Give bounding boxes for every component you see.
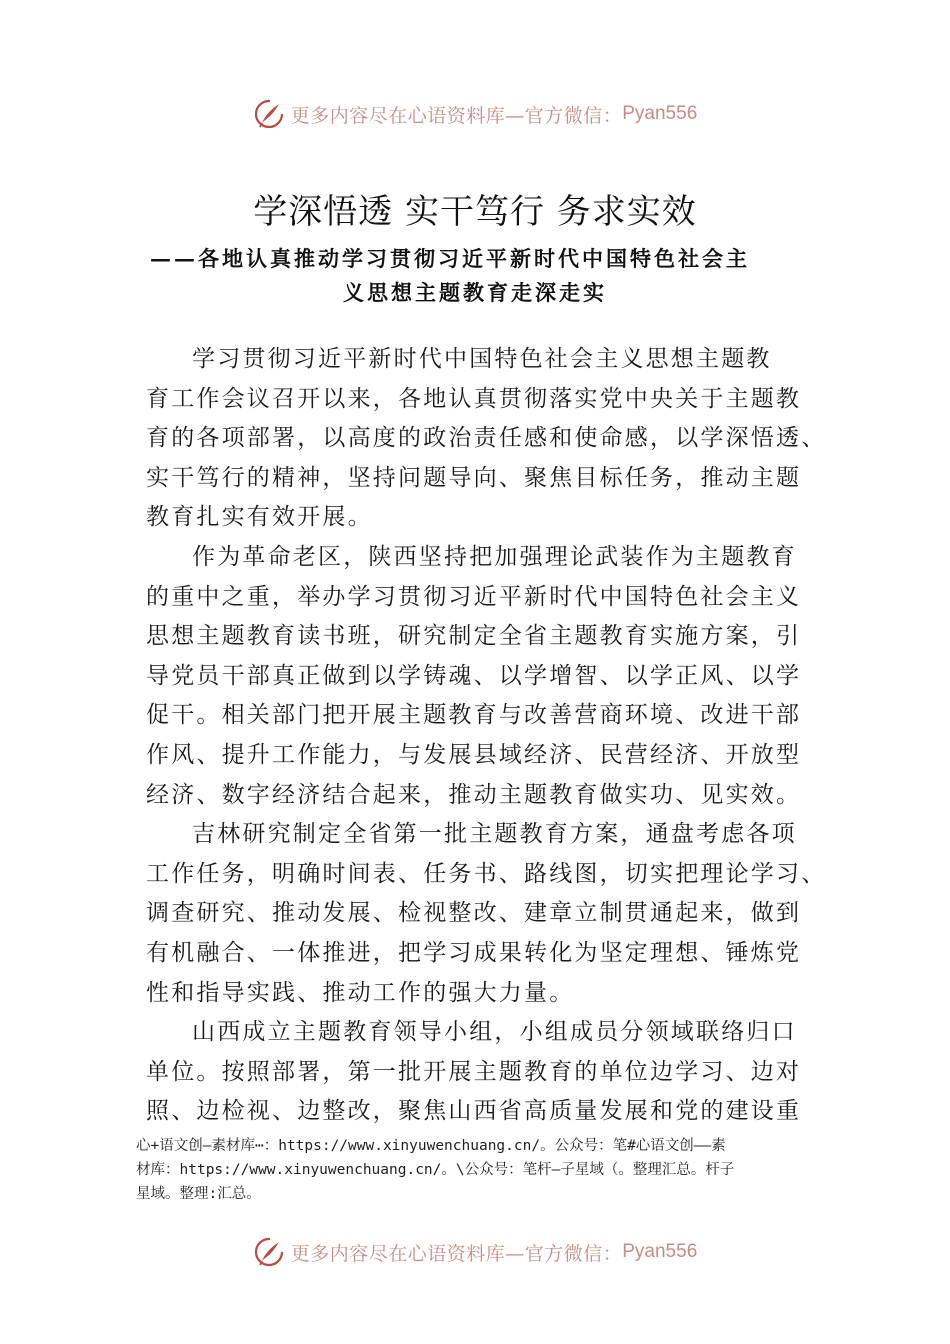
quill-logo-icon	[253, 98, 285, 130]
body-line: 导党员干部真正做到以学铸魂、以学增智、以学正风、以学	[146, 662, 802, 689]
document-title: 学深悟透 实干笃行 务求实效	[253, 192, 697, 232]
footer-note-line: 心+语文创—素材库⋯：https://www.xinyuwenchuang.cn/。公众号：笔#心语文创——素	[136, 1138, 726, 1154]
header-banner	[0, 94, 950, 134]
body-line: 工作任务，明确时间表、任务书、路线图，切实把理论学习、	[146, 860, 827, 887]
footer-note-line: 星域。整理:汇总。	[136, 1186, 261, 1202]
footer-note-line: 材库：https://www.xinyuwenchuang.cn/。\公众号：笔杆—子星域（。整理汇总。杆子	[136, 1162, 735, 1178]
body-line: 有机融合、一体推进，把学习成果转化为坚定理想、锤炼党	[146, 939, 802, 966]
body-line: 调查研究、推动发展、检视整改、建章立制贯通起来，做到	[146, 900, 802, 927]
banner-wechat-id: Pyan556	[622, 103, 698, 124]
body-line: 教育扎实有效开展。	[146, 504, 373, 531]
banner-wechat-id: Pyan556	[622, 1241, 698, 1262]
document-subtitle-line-1: ——各地认真推动学习贯彻习近平新时代中国特色社会主	[150, 246, 750, 271]
body-line: 学习贯彻习近平新时代中国特色社会主义思想主题教	[192, 346, 772, 372]
footer-note	[136, 1134, 836, 1206]
body-line: 照、边检视、边整改，聚焦山西省高质量发展和党的建设重	[146, 1098, 802, 1125]
body-line: 育工作会议召开以来，各地认真贯彻落实党中央关于主题教	[146, 385, 802, 412]
body-line: 实干笃行的精神，坚持问题导向、聚焦目标任务，推动主题	[146, 464, 802, 491]
document-subtitle-line-2: 义思想主题教育走深走实	[343, 280, 607, 305]
banner-text: 更多内容尽在心语资料库—官方微信：	[290, 104, 623, 127]
body-line: 作为革命老区，陕西坚持把加强理论武装作为主题教育	[192, 543, 797, 570]
body-line: 育的各项部署，以高度的政治责任感和使命感，以学深悟透、	[146, 425, 827, 452]
body-line: 作风、提升工作能力，与发展县域经济、民营经济、开放型	[146, 741, 802, 768]
body-line: 性和指导实践、推动工作的强大力量。	[146, 979, 575, 1006]
document-body	[146, 340, 827, 1132]
banner-text: 更多内容尽在心语资料库—官方微信：	[290, 1242, 623, 1265]
body-line: 的重中之重，举办学习贯彻习近平新时代中国特色社会主义	[146, 583, 802, 610]
body-line: 吉林研究制定全省第一批主题教育方案，通盘考虑各项	[192, 821, 797, 848]
body-line: 山西成立主题教育领导小组，小组成员分领域联络归口	[192, 1019, 797, 1046]
quill-logo-icon	[253, 1236, 285, 1268]
footer-banner	[0, 1232, 950, 1272]
body-line: 单位。按照部署，第一批开展主题教育的单位边学习、边对	[146, 1058, 802, 1085]
body-line: 促干。相关部门把开展主题教育与改善营商环境、改进干部	[146, 702, 802, 729]
body-line: 经济、数字经济结合起来，推动主题教育做实功、见实效。	[146, 781, 802, 808]
body-line: 思想主题教育读书班，研究制定全省主题教育实施方案，引	[146, 623, 802, 650]
